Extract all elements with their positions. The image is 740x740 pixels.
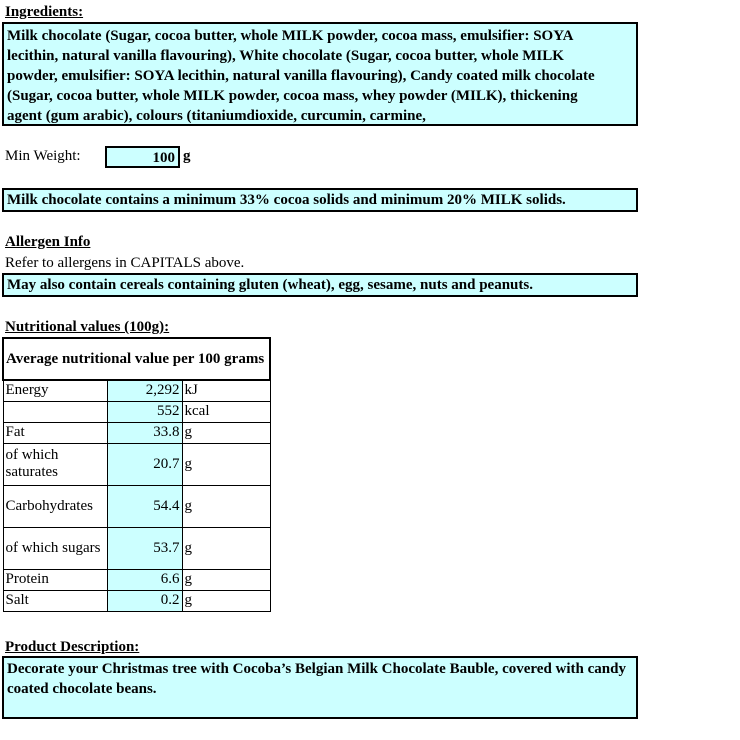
nutrient-unit: g <box>182 422 270 443</box>
nutrient-unit: g <box>182 485 270 527</box>
nutrient-value: 33.8 <box>107 422 182 443</box>
allergen-refer-text: Refer to allergens in CAPITALS above. <box>5 255 245 271</box>
nutrient-label: of which sugars <box>3 527 107 569</box>
nutrient-unit: kJ <box>182 380 270 401</box>
nutrient-label: Fat <box>3 422 107 443</box>
table-row <box>3 443 270 485</box>
ingredients-line: Milk chocolate (Sugar, cocoa butter, whole MILK powder, cocoa mass, emulsifier: SOYA <box>7 28 574 44</box>
nutrient-value: 53.7 <box>107 527 182 569</box>
nutrient-label: Energy <box>3 380 107 401</box>
nutrient-value: 54.4 <box>107 485 182 527</box>
nutrient-label: Protein <box>3 569 107 590</box>
nutrient-label: Salt <box>3 590 107 611</box>
nutrient-unit: g <box>182 527 270 569</box>
milk-solids-note: Milk chocolate contains a minimum 33% cocoa solids and minimum 20% MILK solids. <box>2 188 638 212</box>
ingredients-line: powder, emulsifier: SOYA lecithin, natural vanilla flavouring), Candy coated milk chocolate <box>7 68 595 84</box>
table-row <box>3 380 270 401</box>
ingredients-line: (Sugar, cocoa butter, whole MILK powder, cocoa mass, whey powder (MILK), thickening <box>7 88 578 104</box>
product-description-box: Decorate your Christmas tree with Cocoba’s Belgian Milk Chocolate Bauble, covered with candy coated chocolate beans. <box>2 656 638 719</box>
nutrient-value: 2,292 <box>107 380 182 401</box>
min-weight-unit: g <box>183 148 191 164</box>
table-header-cell: Average nutritional value per 100 grams <box>3 338 270 380</box>
nutrient-value: 552 <box>107 401 182 422</box>
nutrient-value: 20.7 <box>107 443 182 485</box>
nutrient-unit: g <box>182 569 270 590</box>
product-description-heading: Product Description: <box>5 639 140 655</box>
table-row <box>3 401 270 422</box>
nutrient-label <box>3 401 107 422</box>
nutrient-label: of which saturates <box>3 443 107 485</box>
nutrient-value: 0.2 <box>107 590 182 611</box>
nutrient-value: 6.6 <box>107 569 182 590</box>
table-row <box>3 590 270 611</box>
table-row <box>3 485 270 527</box>
nutrition-heading: Nutritional values (100g): <box>5 319 170 335</box>
ingredients-line: agent (gum arabic), colours (titaniumdioxide, curcumin, carmine, <box>7 108 426 124</box>
ingredients-box <box>2 22 638 126</box>
table-header-row <box>3 338 270 380</box>
nutrient-label: Carbohydrates <box>3 485 107 527</box>
nutrition-table <box>2 337 271 612</box>
min-weight-value: 100 <box>105 146 180 168</box>
table-row <box>3 569 270 590</box>
table-row <box>3 422 270 443</box>
nutrient-unit: g <box>182 443 270 485</box>
nutrient-unit: g <box>182 590 270 611</box>
allergen-heading: Allergen Info <box>5 234 91 250</box>
may-contain-note: May also contain cereals containing gluten (wheat), egg, sesame, nuts and peanuts. <box>2 273 638 297</box>
ingredients-line: lecithin, natural vanilla flavouring), White chocolate (Sugar, cocoa butter, whole MILK <box>7 48 564 64</box>
min-weight-label: Min Weight: <box>5 148 81 164</box>
nutrient-unit: kcal <box>182 401 270 422</box>
table-row <box>3 527 270 569</box>
ingredients-heading: Ingredients: <box>5 4 84 20</box>
